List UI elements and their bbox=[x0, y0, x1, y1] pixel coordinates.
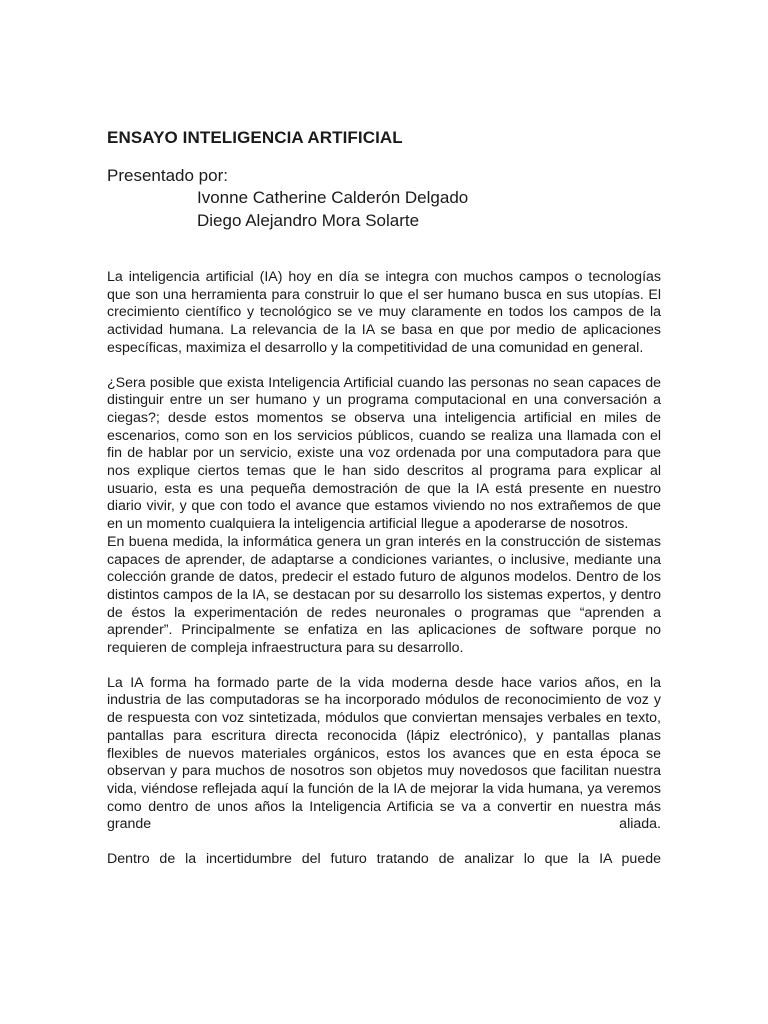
body-paragraph: En buena medida, la informática genera un gran interés en la construcción de sistemas capaces de aprender, de adaptarse a condiciones variantes, o inclusive, mediante una colección grande de datos, predecir el estado futuro de algunos modelos. Dentro de los distintos campos de la IA, se destacan por su desarrollo los sistemas expertos, y dentro de éstos la experimentación de redes neuronales o programas que “aprenden a aprender”. Principalmente se enfatiza en las aplicaciones de software porque no requieren de compleja infraestructura para su desarrollo. bbox=[107, 533, 661, 657]
authors-block bbox=[107, 166, 661, 231]
presented-by-label: Presentado por: bbox=[107, 166, 228, 185]
document-page bbox=[107, 128, 661, 869]
author-name: Ivonne Catherine Calderón Delgado bbox=[197, 188, 469, 207]
body-paragraph: La IA forma ha formado parte de la vida moderna desde hace varios años, en la industria de las computadoras se ha incorporado módulos de reconocimiento de voz y de respuesta con voz sintetizada, módulos que conviertan mensajes verbales en texto, pantallas para escritura directa reconocida (lápiz electrónico), y pantallas planas flexibles de nuevos materiales orgánicos, estos los avances que en esta época se observan y para muchos de nosotros son objetos muy novedosos que facilitan nuestra vida, viéndose reflejada aquí la función de la IA de mejorar la vida humana, ya veremos como dentro de unos años la Inteligencia Artificia se va a convertir en nuestra más grande aliada. bbox=[107, 674, 661, 833]
author-name: Diego Alejandro Mora Solarte bbox=[197, 211, 420, 230]
body-paragraph: ¿Sera posible que exista Inteligencia Artificial cuando las personas no sean capaces de distinguir entre un ser humano y un programa computacional en una conversación a ciegas?; desde estos momentos se observa una inteligencia artificial en miles de escenarios, como son en los servicios públicos, cuando se realiza una llamada con el fin de hablar por un servicio, existe una voz ordenada por una computadora para que nos explique ciertos temas que le han sido descritos al programa para explicar al usuario, esta es una pequeña demostración de que la IA está presente en nuestro diario vivir, y que con todo el avance que estamos viviendo no nos extrañemos de que en un momento cualquiera la inteligencia artificial llegue a apoderarse de nosotros. bbox=[107, 374, 661, 533]
body-paragraph: La inteligencia artificial (IA) hoy en día se integra con muchos campos o tecnologías que son una herramienta para construir lo que el ser humano busca en sus utopías. El crecimiento científico y tecnológico se ve muy claramente en todos los campos de la actividad humana. La relevancia de la IA se basa en que por medio de aplicaciones específicas, maximiza el desarrollo y la competitividad de una comunidad en general. bbox=[107, 269, 661, 356]
body-paragraph: Dentro de la incertidumbre del futuro tratando de analizar lo que la IA puede bbox=[107, 851, 661, 868]
document-title: ENSAYO INTELIGENCIA ARTIFICIAL bbox=[107, 128, 403, 147]
